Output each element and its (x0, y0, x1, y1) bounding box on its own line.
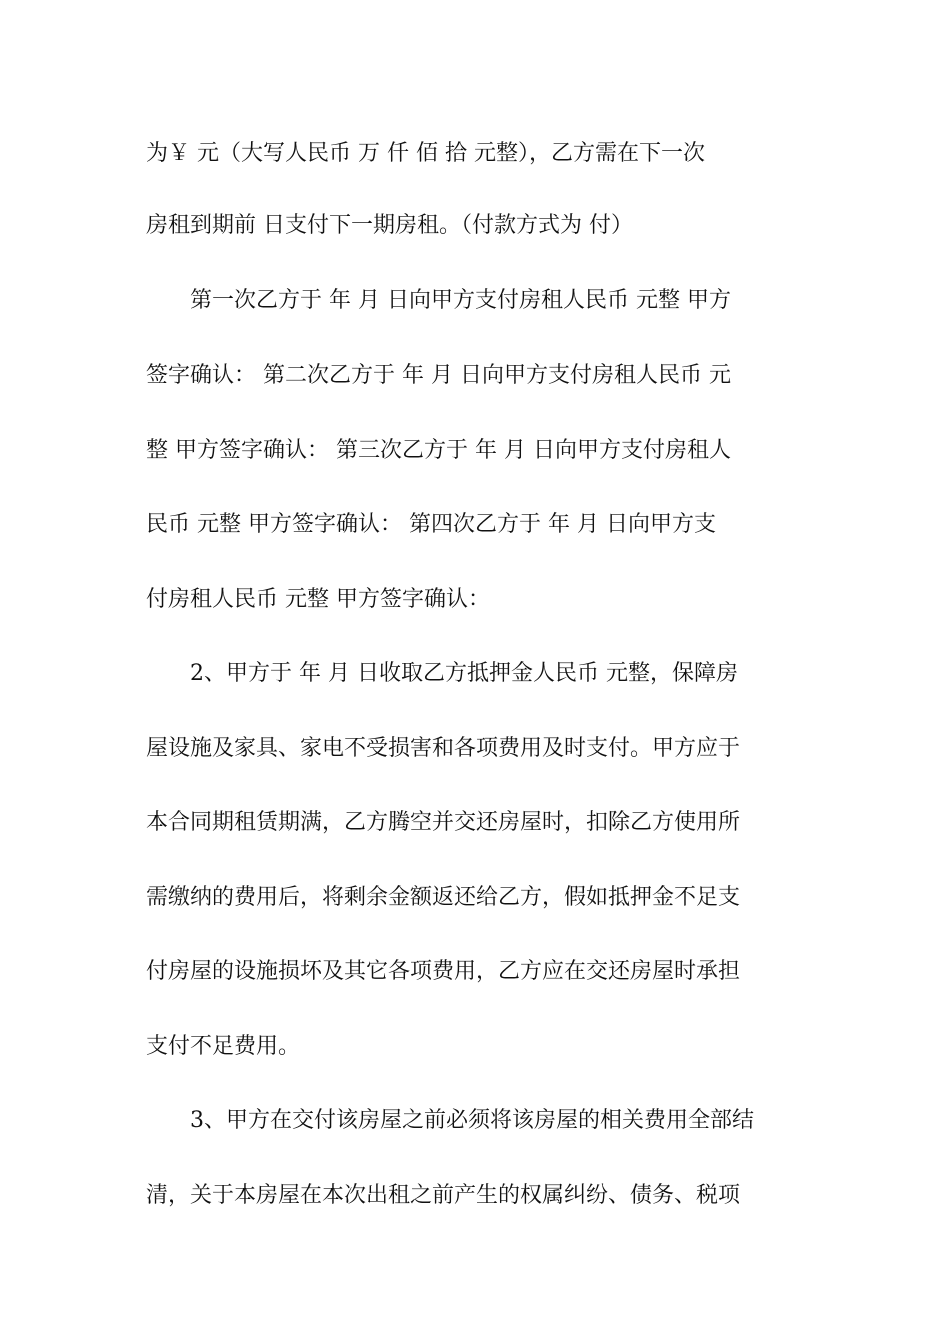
paragraph-first-line: 3、甲方在交付该房屋之前必须将该房屋的相关费用全部结 (190, 1108, 754, 1133)
text-line: 民币 元整 甲方签字确认： 第四次乙方于 年 月 日向甲方支 (146, 512, 716, 537)
paragraph-first-line: 第一次乙方于 年 月 日向甲方支付房租人民币 元整 甲方 (190, 288, 731, 313)
text-line: 签字确认： 第二次乙方于 年 月 日向甲方支付房租人民币 元 (146, 363, 731, 388)
text-line: 支付不足费用。 (146, 1034, 301, 1059)
text-line: 付房租人民币 元整 甲方签字确认： (146, 587, 490, 612)
text-line: 房租到期前 日支付下一期房租。（付款方式为 付） (146, 213, 633, 238)
text-line: 清，关于本房屋在本次出租之前产生的权属纠纷、债务、税项 (146, 1183, 741, 1208)
text-line: 本合同期租赁期满，乙方腾空并交还房屋时，扣除乙方使用所 (146, 810, 741, 835)
text-line: 付房屋的设施损坏及其它各项费用，乙方应在交还房屋时承担 (146, 959, 741, 984)
paragraph-first-line: 2、甲方于 年 月 日收取乙方抵押金人民币 元整，保障房 (190, 661, 738, 686)
text-line: 整 甲方签字确认： 第三次乙方于 年 月 日向甲方支付房租人 (146, 438, 731, 463)
text-line: 屋设施及家具、家电不受损害和各项费用及时支付。甲方应于 (146, 736, 741, 761)
text-line: 需缴纳的费用后，将剩余金额返还给乙方，假如抵押金不足支 (146, 885, 741, 910)
text-line: 为￥ 元（大写人民币 万 仟 佰 拾 元整），乙方需在下一次 (146, 141, 705, 166)
